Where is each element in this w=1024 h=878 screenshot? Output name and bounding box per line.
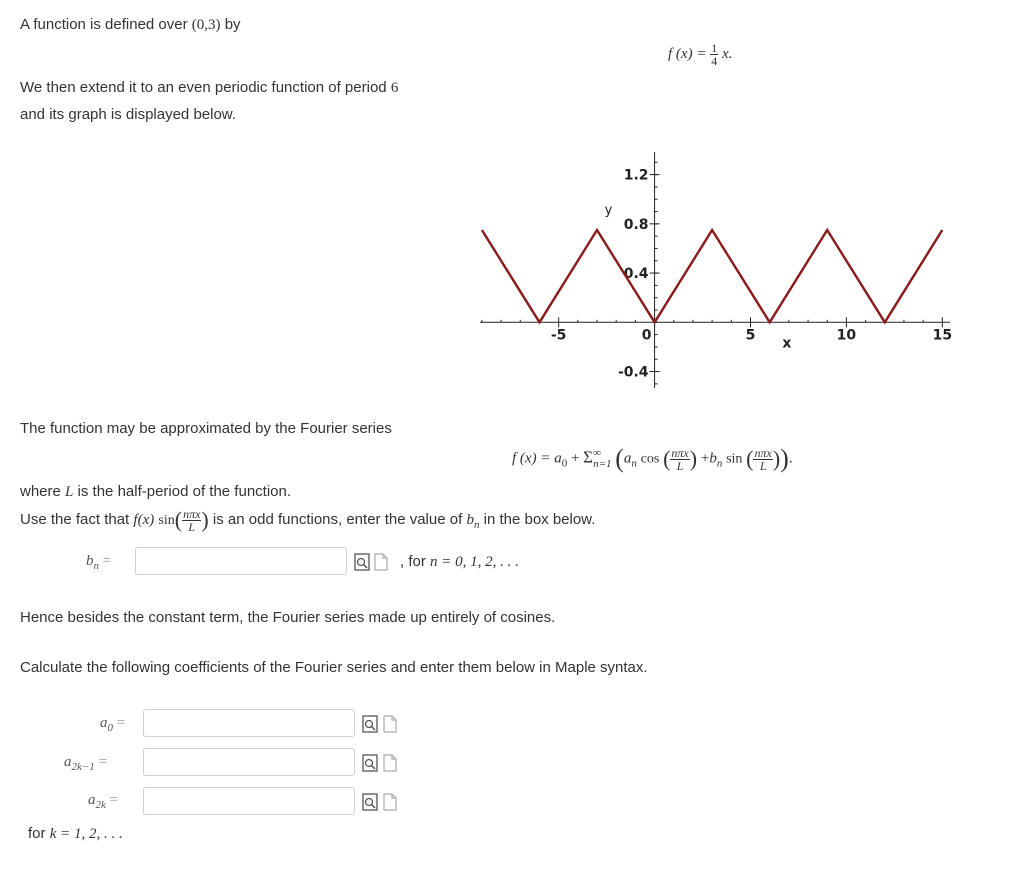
- a2km1-eq: =: [98, 754, 108, 770]
- k-range: k = 1, 2, . . .: [49, 826, 123, 842]
- use-post: is an odd functions, enter the value of: [212, 510, 463, 528]
- use-fact-line: Use the fact that f(x) sin( $\frac{\text{nπx}}{L}$ ) is an odd functions, enter the value of $b_n$ in the box below.: [20, 506, 596, 534]
- use-fraction-num: nπx: [183, 506, 201, 521]
- a2k-label: [88, 792, 118, 811]
- a0-sub: 0: [107, 722, 113, 734]
- use-expression: f(x): [133, 511, 155, 528]
- intro-text: [20, 16, 241, 34]
- a0-label: [100, 715, 125, 734]
- function-graph: [480, 150, 953, 390]
- fx-lhs: f (x) =: [668, 45, 707, 62]
- a2k-input[interactable]: [143, 787, 355, 815]
- sin-label: sin: [726, 451, 743, 467]
- y-tick-label: 1.2: [623, 167, 649, 184]
- use-var: b: [466, 511, 474, 528]
- extend-text: We then extend it to an even periodic function of period: [20, 79, 387, 96]
- fx-var: x.: [721, 45, 733, 62]
- formula-bn: b: [709, 450, 717, 467]
- where-post: is the half-period of the function.: [77, 483, 292, 500]
- sin-fraction-num: nπx: [754, 445, 772, 460]
- calculate-text: Calculate the following coefficients of the Fourier series and enter them below in Maple syntax.: [20, 659, 648, 676]
- formula-a0-sub: 0: [561, 457, 568, 470]
- where-text: where: [20, 483, 61, 500]
- function-definition: [668, 42, 732, 67]
- formula-an: a: [623, 450, 632, 467]
- use-end: in the box below.: [483, 510, 596, 528]
- a2km1-sub: 2k−1: [71, 761, 95, 773]
- sum-symbol: Σ: [583, 447, 594, 467]
- intro-line: A function is defined over: [20, 16, 188, 33]
- a0-input[interactable]: [143, 709, 355, 737]
- extend-line-1: [20, 79, 398, 97]
- help-document-icon[interactable]: [382, 715, 398, 733]
- sum-lower: n=1: [593, 458, 612, 470]
- cos-label: cos: [640, 451, 660, 467]
- y-tick-label: 0.8: [623, 216, 649, 233]
- extend-line-2: and its graph is displayed below.: [20, 106, 236, 123]
- x-tick-label: -5: [550, 327, 567, 344]
- y-axis-label: y: [604, 203, 613, 218]
- quarter-fraction: [710, 42, 718, 67]
- x-tick-label: 5: [745, 327, 756, 344]
- bn-eq: =: [102, 553, 112, 569]
- where-line: [20, 483, 291, 501]
- preview-icon[interactable]: [362, 754, 378, 772]
- preview-icon[interactable]: [362, 715, 378, 733]
- bn-suffix-text: , for: [400, 553, 426, 570]
- fourier-formula: f $(x) = a_0 + \Sigma$ ∞ n=1 ($a_n$ cos ( $\frac{\text{nπx}}{L}$ ) $+b_n$ sin ( $\frac{\text{nπx}}{L}$ )).: [512, 444, 793, 473]
- cos-fraction: [670, 447, 689, 472]
- formula-lhs: f (x) =: [512, 450, 551, 467]
- x-tick-label: 10: [836, 327, 857, 344]
- y-tick-label: -0.4: [617, 364, 649, 381]
- bn-suffix: [400, 553, 519, 571]
- use-fraction: [182, 508, 201, 533]
- x-axis-label: x: [782, 335, 792, 352]
- a2k-eq: =: [109, 792, 119, 808]
- use-fraction-den: L: [188, 519, 196, 534]
- help-document-icon[interactable]: [382, 793, 398, 811]
- cos-fraction-den: L: [676, 458, 684, 473]
- a2k-minus-1-label: [64, 754, 107, 773]
- preview-icon[interactable]: [362, 793, 378, 811]
- fourier-intro: The function may be approximated by the Fourier series: [20, 420, 392, 437]
- plus-sign: +: [570, 450, 580, 467]
- a0-var: a: [100, 715, 108, 731]
- sin-fraction-den: L: [759, 458, 767, 473]
- use-text: Use the fact that: [20, 510, 130, 528]
- a0-eq: =: [116, 715, 126, 731]
- help-document-icon[interactable]: [373, 553, 389, 571]
- x-tick-label: 15: [932, 327, 953, 344]
- help-document-icon[interactable]: [382, 754, 398, 772]
- a2k-minus-1-input[interactable]: [143, 748, 355, 776]
- use-sub: n: [473, 518, 480, 531]
- formula-end: .: [788, 450, 793, 467]
- formula-a0: a: [554, 450, 562, 467]
- x-tick-label: 0: [641, 327, 652, 344]
- formula-bn-sub: n: [716, 457, 723, 470]
- bn-sub: n: [93, 560, 99, 572]
- period-value: 6: [390, 80, 399, 96]
- intro-by: by: [224, 16, 241, 33]
- preview-icon[interactable]: [354, 553, 370, 571]
- interval: (0,3): [191, 17, 221, 33]
- plus-sign-2: +: [700, 450, 710, 467]
- a2k-var: a: [88, 792, 96, 808]
- cos-fraction-num: nπx: [671, 445, 689, 460]
- where-var: L: [65, 484, 74, 500]
- a2k-sub: 2k: [95, 799, 106, 811]
- bn-var: b: [86, 553, 94, 569]
- formula-an-sub: n: [631, 457, 637, 470]
- bn-range: n = 0, 1, 2, . . .: [430, 554, 519, 570]
- sum-upper: ∞: [593, 447, 601, 459]
- for-k-text: for: [28, 825, 46, 842]
- use-sin: sin: [158, 512, 175, 528]
- bn-label: [86, 553, 111, 572]
- for-k-line: [28, 825, 123, 843]
- a2km1-var: a: [64, 754, 72, 770]
- fraction-denominator: 4: [711, 54, 718, 68]
- fraction-numerator: 1: [711, 41, 718, 55]
- sin-fraction: [753, 447, 772, 472]
- hence-text: Hence besides the constant term, the Fourier series made up entirely of cosines.: [20, 609, 556, 626]
- bn-input[interactable]: [135, 547, 347, 575]
- y-tick-label: 0.4: [623, 266, 649, 283]
- series-line: [482, 230, 942, 322]
